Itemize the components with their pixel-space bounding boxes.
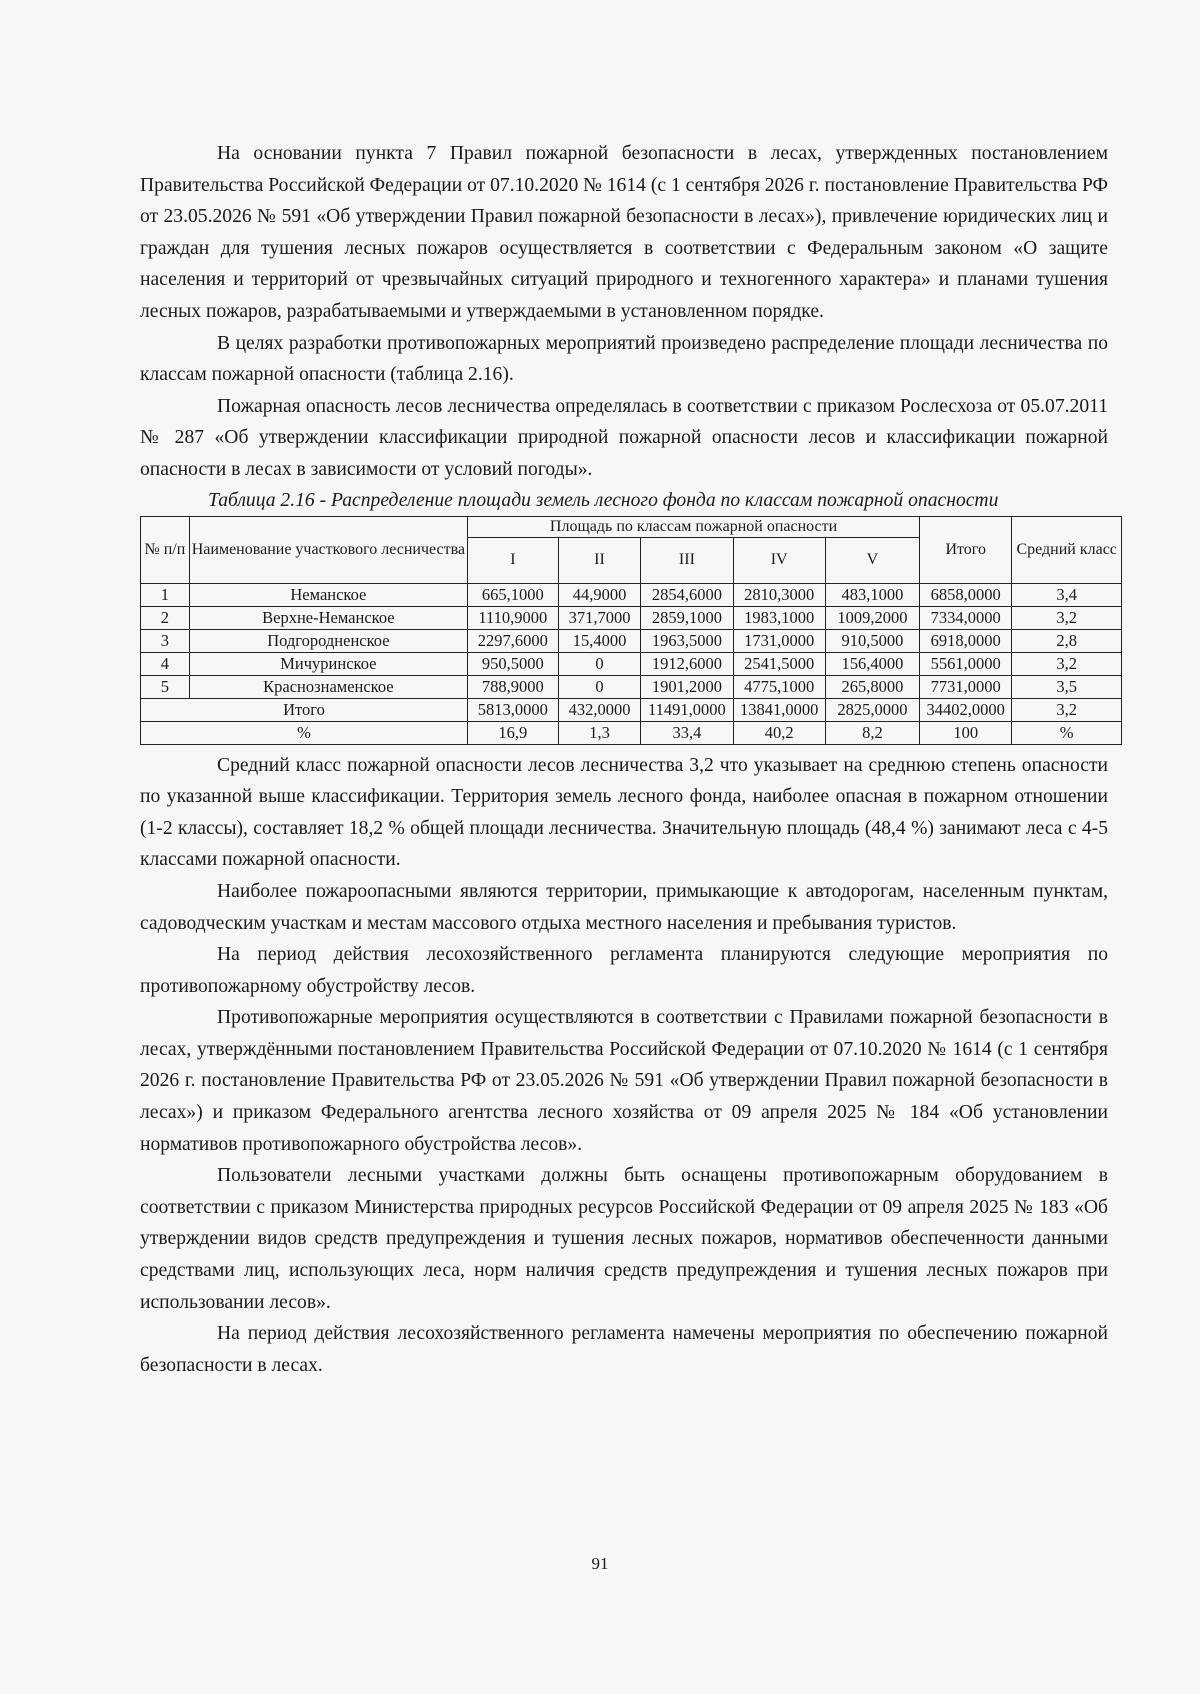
page-number: 91	[591, 1554, 609, 1573]
cell-class-1: 5813,0000	[468, 698, 559, 721]
cell-class-4: 1983,1000	[733, 606, 825, 629]
header-name: Наименование участкового лесничества	[189, 516, 467, 583]
table-total-row	[141, 698, 1122, 721]
cell-class-5: 265,8000	[825, 675, 919, 698]
cell-class-2: 0	[558, 675, 641, 698]
cell-total: 6918,0000	[920, 629, 1012, 652]
body-text	[140, 750, 1108, 1382]
header-total: Итого	[920, 516, 1012, 583]
header-num: № п/п	[141, 516, 190, 583]
table-row	[141, 583, 1122, 606]
cell-class-3: 2859,1000	[641, 606, 733, 629]
cell-class-3: 2854,6000	[641, 583, 733, 606]
cell-percent-label: %	[141, 721, 468, 744]
cell-total: 100	[920, 721, 1012, 744]
paragraph: В целях разработки противопожарных мероприятий произведено распределение площади лесничества по классам пожарной опасности (таблица 2.16).	[140, 332, 1108, 386]
cell-name: Неманское	[189, 583, 467, 606]
paragraph: Наиболее пожароопасными являются территории, примыкающие к автодорогам, населенным пунктам, садоводческим участкам и местам массового отдыха местного населения и пребывания туристов.	[140, 880, 1108, 934]
cell-class-3: 1963,5000	[641, 629, 733, 652]
cell-class-5: 8,2	[825, 721, 919, 744]
cell-class-4: 2810,3000	[733, 583, 825, 606]
header-class-5: V	[825, 537, 919, 583]
table-row	[141, 606, 1122, 629]
header-class-4: IV	[733, 537, 825, 583]
header-class-2: II	[558, 537, 641, 583]
cell-name: Верхне-Неманское	[189, 606, 467, 629]
cell-num: 2	[141, 606, 190, 629]
cell-avg: %	[1012, 721, 1122, 744]
cell-class-4: 40,2	[733, 721, 825, 744]
paragraph: Средний класс пожарной опасности лесов лесничества 3,2 что указывает на среднюю степень опасности по указанной выше классификации. Территория земель лесного фонда, наиболее опасная в пожарном отношении (1-2 классы), составляет 18,2 % общей площади лесничества. Значительную площадь (48,4 %) занимают леса с 4-5 классами пожарной опасности.	[140, 754, 1108, 871]
cell-class-2: 371,7000	[558, 606, 641, 629]
cell-class-2: 1,3	[558, 721, 641, 744]
cell-class-5: 483,1000	[825, 583, 919, 606]
paragraph: На период действия лесохозяйственного регламента планируются следующие мероприятия по противопожарному обустройству лесов.	[140, 944, 1108, 997]
cell-total: 34402,0000	[920, 698, 1012, 721]
table-row	[141, 675, 1122, 698]
cell-class-5: 910,5000	[825, 629, 919, 652]
cell-avg: 3,5	[1012, 675, 1122, 698]
cell-num: 3	[141, 629, 190, 652]
paragraph: На период действия лесохозяйственного регламента намечены мероприятия по обеспечению пожарной безопасности в лесах.	[140, 1323, 1108, 1376]
cell-avg: 2,8	[1012, 629, 1122, 652]
cell-name: Краснознаменское	[189, 675, 467, 698]
fire-class-table	[140, 516, 1122, 745]
cell-class-3: 1901,2000	[641, 675, 733, 698]
cell-class-4: 2541,5000	[733, 652, 825, 675]
intro-text	[140, 138, 1108, 486]
cell-name: Мичуринское	[189, 652, 467, 675]
cell-class-1: 788,9000	[468, 675, 559, 698]
cell-class-1: 950,5000	[468, 652, 559, 675]
paragraph: Противопожарные мероприятия осуществляются в соответствии с Правилами пожарной безопасности в лесах, утверждёнными постановлением Правительства Российской Федерации от 07.10.2020 № 1614 (с 1 сентября 2026 г. постановление Правительства РФ от 23.05.2026 № 591 «Об утверждении Правил пожарной безопасности в лесах») и приказом Федерального агентства лесного хозяйства от 09 апреля 2025 № 184 «Об установлении нормативов противопожарного обустройства лесов».	[140, 1007, 1108, 1155]
cell-num: 5	[141, 675, 190, 698]
header-avg: Средний класс	[1012, 516, 1122, 583]
cell-total: 7731,0000	[920, 675, 1012, 698]
cell-avg: 3,2	[1012, 606, 1122, 629]
cell-class-1: 16,9	[468, 721, 559, 744]
header-class-3: III	[641, 537, 733, 583]
cell-num: 1	[141, 583, 190, 606]
header-area-group: Площадь по классам пожарной опасности	[468, 516, 920, 537]
cell-class-3: 1912,6000	[641, 652, 733, 675]
cell-avg: 3,4	[1012, 583, 1122, 606]
cell-total: 5561,0000	[920, 652, 1012, 675]
cell-class-2: 0	[558, 652, 641, 675]
cell-total: 6858,0000	[920, 583, 1012, 606]
cell-avg: 3,2	[1012, 698, 1122, 721]
cell-class-3: 11491,0000	[641, 698, 733, 721]
cell-class-5: 1009,2000	[825, 606, 919, 629]
cell-class-1: 665,1000	[468, 583, 559, 606]
cell-total: 7334,0000	[920, 606, 1012, 629]
cell-class-2: 15,4000	[558, 629, 641, 652]
header-class-1: I	[468, 537, 559, 583]
cell-class-4: 13841,0000	[733, 698, 825, 721]
paragraph: Пользователи лесными участками должны быть оснащены противопожарным оборудованием в соответствии с приказом Министерства природных ресурсов Российской Федерации от 09 апреля 2025 № 183 «Об утверждении видов средств предупреждения и тушения лесных пожаров, нормативов обеспеченности данными средствами лиц, использующих леса, норм наличия средств предупреждения и тушения лесных пожаров при использовании лесов».	[140, 1165, 1108, 1313]
paragraph: На основании пункта 7 Правил пожарной безопасности в лесах, утвержденных постановлением Правительства Российской Федерации от 07.10.2020 № 1614 (с 1 сентября 2026 г. постановление Правительства РФ от 23.05.2026 № 591 «Об утверждении Правил пожарной безопасности в лесах»), привлечение юридических лиц и граждан для тушения лесных пожаров осуществляется в соответствии с Федеральным законом «О защите населения и территорий от чрезвычайных ситуаций природного и техногенного характера» и планами тушения лесных пожаров, разрабатываемыми и утверждаемыми в установленном порядке.	[140, 143, 1109, 322]
cell-name: Подгородненское	[189, 629, 467, 652]
cell-class-4: 4775,1000	[733, 675, 825, 698]
cell-class-1: 1110,9000	[468, 606, 559, 629]
table-percent-row	[141, 721, 1122, 744]
paragraph: Пожарная опасность лесов лесничества определялась в соответствии с приказом Рослесхоза от 05.07.2011 № 287 «Об утверждении классификации природной пожарной опасности лесов и классификации пожарной опасности в лесах в зависимости от условий погоды».	[140, 395, 1108, 480]
cell-class-1: 2297,6000	[468, 629, 559, 652]
cell-class-2: 432,0000	[558, 698, 641, 721]
cell-avg: 3,2	[1012, 652, 1122, 675]
cell-class-4: 1731,0000	[733, 629, 825, 652]
table-row	[141, 629, 1122, 652]
cell-num: 4	[141, 652, 190, 675]
cell-class-2: 44,9000	[558, 583, 641, 606]
table-row	[141, 652, 1122, 675]
cell-class-3: 33,4	[641, 721, 733, 744]
cell-class-5: 156,4000	[825, 652, 919, 675]
cell-class-5: 2825,0000	[825, 698, 919, 721]
table-caption: Таблица 2.16 - Распределение площади земель лесного фонда по классам пожарной опасности	[208, 489, 999, 511]
cell-total-label: Итого	[141, 698, 468, 721]
